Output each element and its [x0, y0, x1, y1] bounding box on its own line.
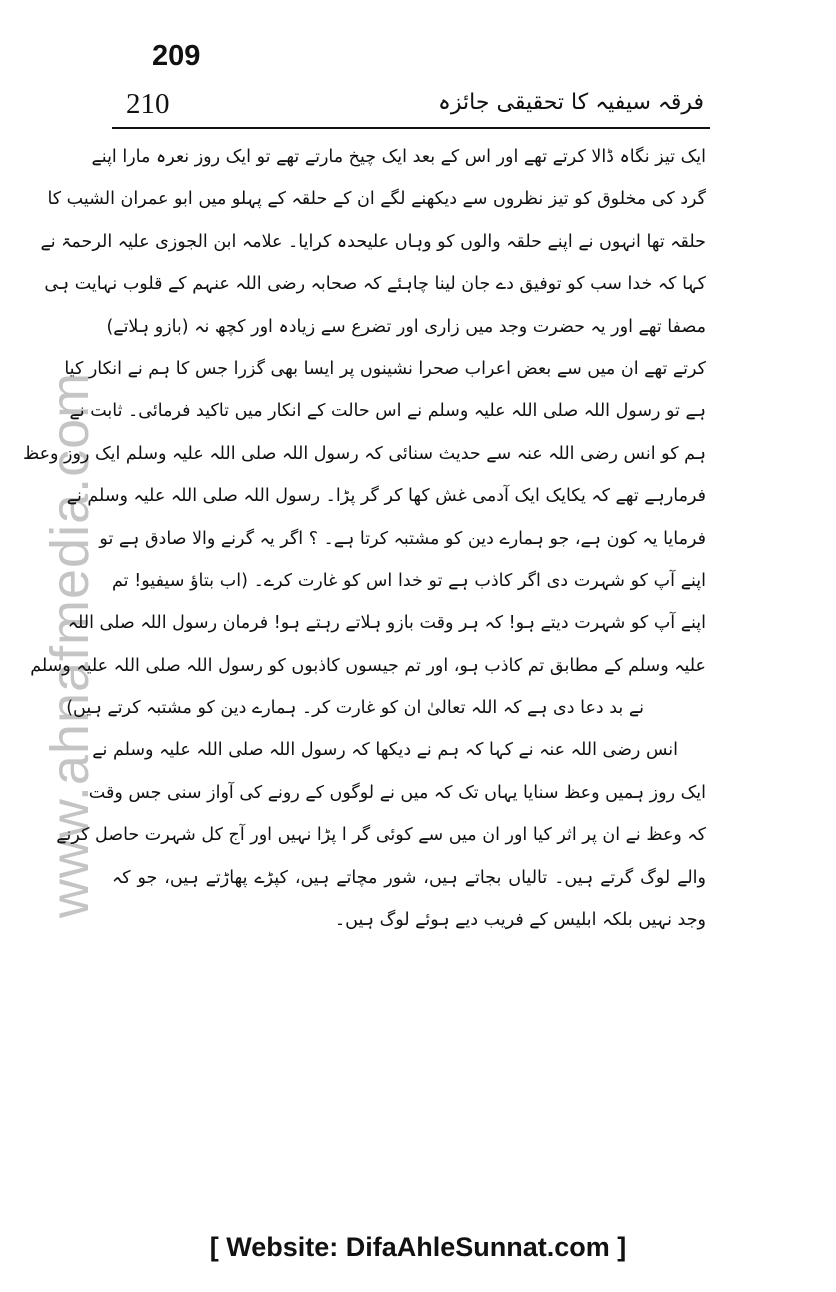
- watermark-text: www.ahnafmedia.com: [40, 371, 100, 919]
- text-line: نے بد دعا دی ہے کہ اللہ تعالیٰ ان کو غارت کر۔ ہمارے دین کو مشتبہ کرتے ہیں): [66, 698, 644, 719]
- text-line: علیہ وسلم کے مطابق تم کاذب ہو، اور تم جیسوں کاذبوں کو رسول اللہ صلی اللہ علیہ وسلم: [30, 655, 706, 676]
- text-line: کہا کہ خدا سب کو توفیق دے جان لینا چاہئے کہ صحابہ رضی اللہ عنہم کے قلوب نہایت ہی: [44, 274, 706, 295]
- text-line: کہ وعظ نے ان پر اثر کیا اور ان میں سے کوئی گر ا پڑا نہیں اور آج کل شہرت حاصل کرنے: [56, 825, 706, 846]
- text-line: ایک روز ہمیں وعظ سنایا یہاں تک کہ میں نے لوگوں کے رونے کی آواز سنی جس وقت: [88, 782, 706, 803]
- text-line: انس رضی اللہ عنہ نے کہا کہ ہم نے دیکھا کہ رسول اللہ صلی اللہ علیہ وسلم نے: [92, 740, 678, 761]
- text-line: ہے تو رسول اللہ صلی اللہ علیہ وسلم نے اس حالت کے انکار میں تاکید فرمائی۔ ثابت نے: [69, 401, 706, 422]
- text-line: گرد کی مخلوق کو تیز نظروں سے دیکھنے لگے ان کے حلقہ کے پہلو میں ابو عمران الشیب کا: [47, 189, 706, 210]
- website-footer: [ Website: DifaAhleSunnat.com ]: [209, 1232, 627, 1262]
- text-line: اپنے آپ کو شہرت دیتے ہو! کہ ہر وقت بازو ہلاتے رہتے ہو! فرمان رسول اللہ صلی اللہ: [67, 613, 706, 634]
- text-line: والے لوگ گرتے ہیں۔ تالیاں بجاتے ہیں، شور مچاتے ہیں، کپڑے پھاڑتے ہیں، جو کہ: [112, 867, 706, 888]
- book-title: فرقہ سیفیہ کا تحقیقی جائزہ: [438, 90, 704, 115]
- text-line: ہم کو انس رضی اللہ عنہ سے حدیث سنائی کہ رسول اللہ صلی اللہ علیہ وسلم ایک روز وعظ: [22, 443, 706, 464]
- text-line: وجد نہیں بلکہ ابلیس کے فریب دیے ہوئے لوگ ہیں۔: [334, 910, 706, 931]
- text-line: اپنے آپ کو شہرت دی اگر کاذب ہے تو خدا اس کو غارت کرے۔ (اب بتاؤ سیفیو! تم: [112, 570, 706, 591]
- book-page-number: 210: [126, 88, 170, 120]
- header-rule: [112, 127, 710, 129]
- text-line: مصفا تھے اور یہ حضرت وجد میں زاری اور تضرع سے زیادہ اور کچھ نہ (بازو ہلاتے): [106, 316, 706, 337]
- text-line: فرمایا یہ کون ہے، جو ہمارے دین کو مشتبہ کرتا ہے۔ ؟ اگر یہ گرنے والا صادق ہے تو: [99, 528, 706, 549]
- text-line: کرتے تھے ان میں سے بعض اعراب صحرا نشینوں پر ایسا بھی گزرا جس کا ہم نے انکار کیا: [64, 358, 706, 379]
- text-line: فرمارہے تھے کہ یکایک ایک آدمی غش کھا کر گر پڑا۔ رسول اللہ صلی اللہ علیہ وسلم نے: [66, 486, 706, 507]
- page-number: 209: [152, 40, 201, 72]
- text-line: حلقہ تھا انہوں نے اپنے حلقہ والوں کو وہاں علیحدہ کرایا۔ علامہ ابن الجوزی علیہ الرحمۃ نے: [40, 231, 706, 252]
- text-line: ایک تیز نگاہ ڈالا کرتے تھے اور اس کے بعد ایک چیخ مارتے تھے تو ایک روز نعرہ مارا اپنے: [91, 147, 706, 167]
- running-header: [112, 88, 708, 128]
